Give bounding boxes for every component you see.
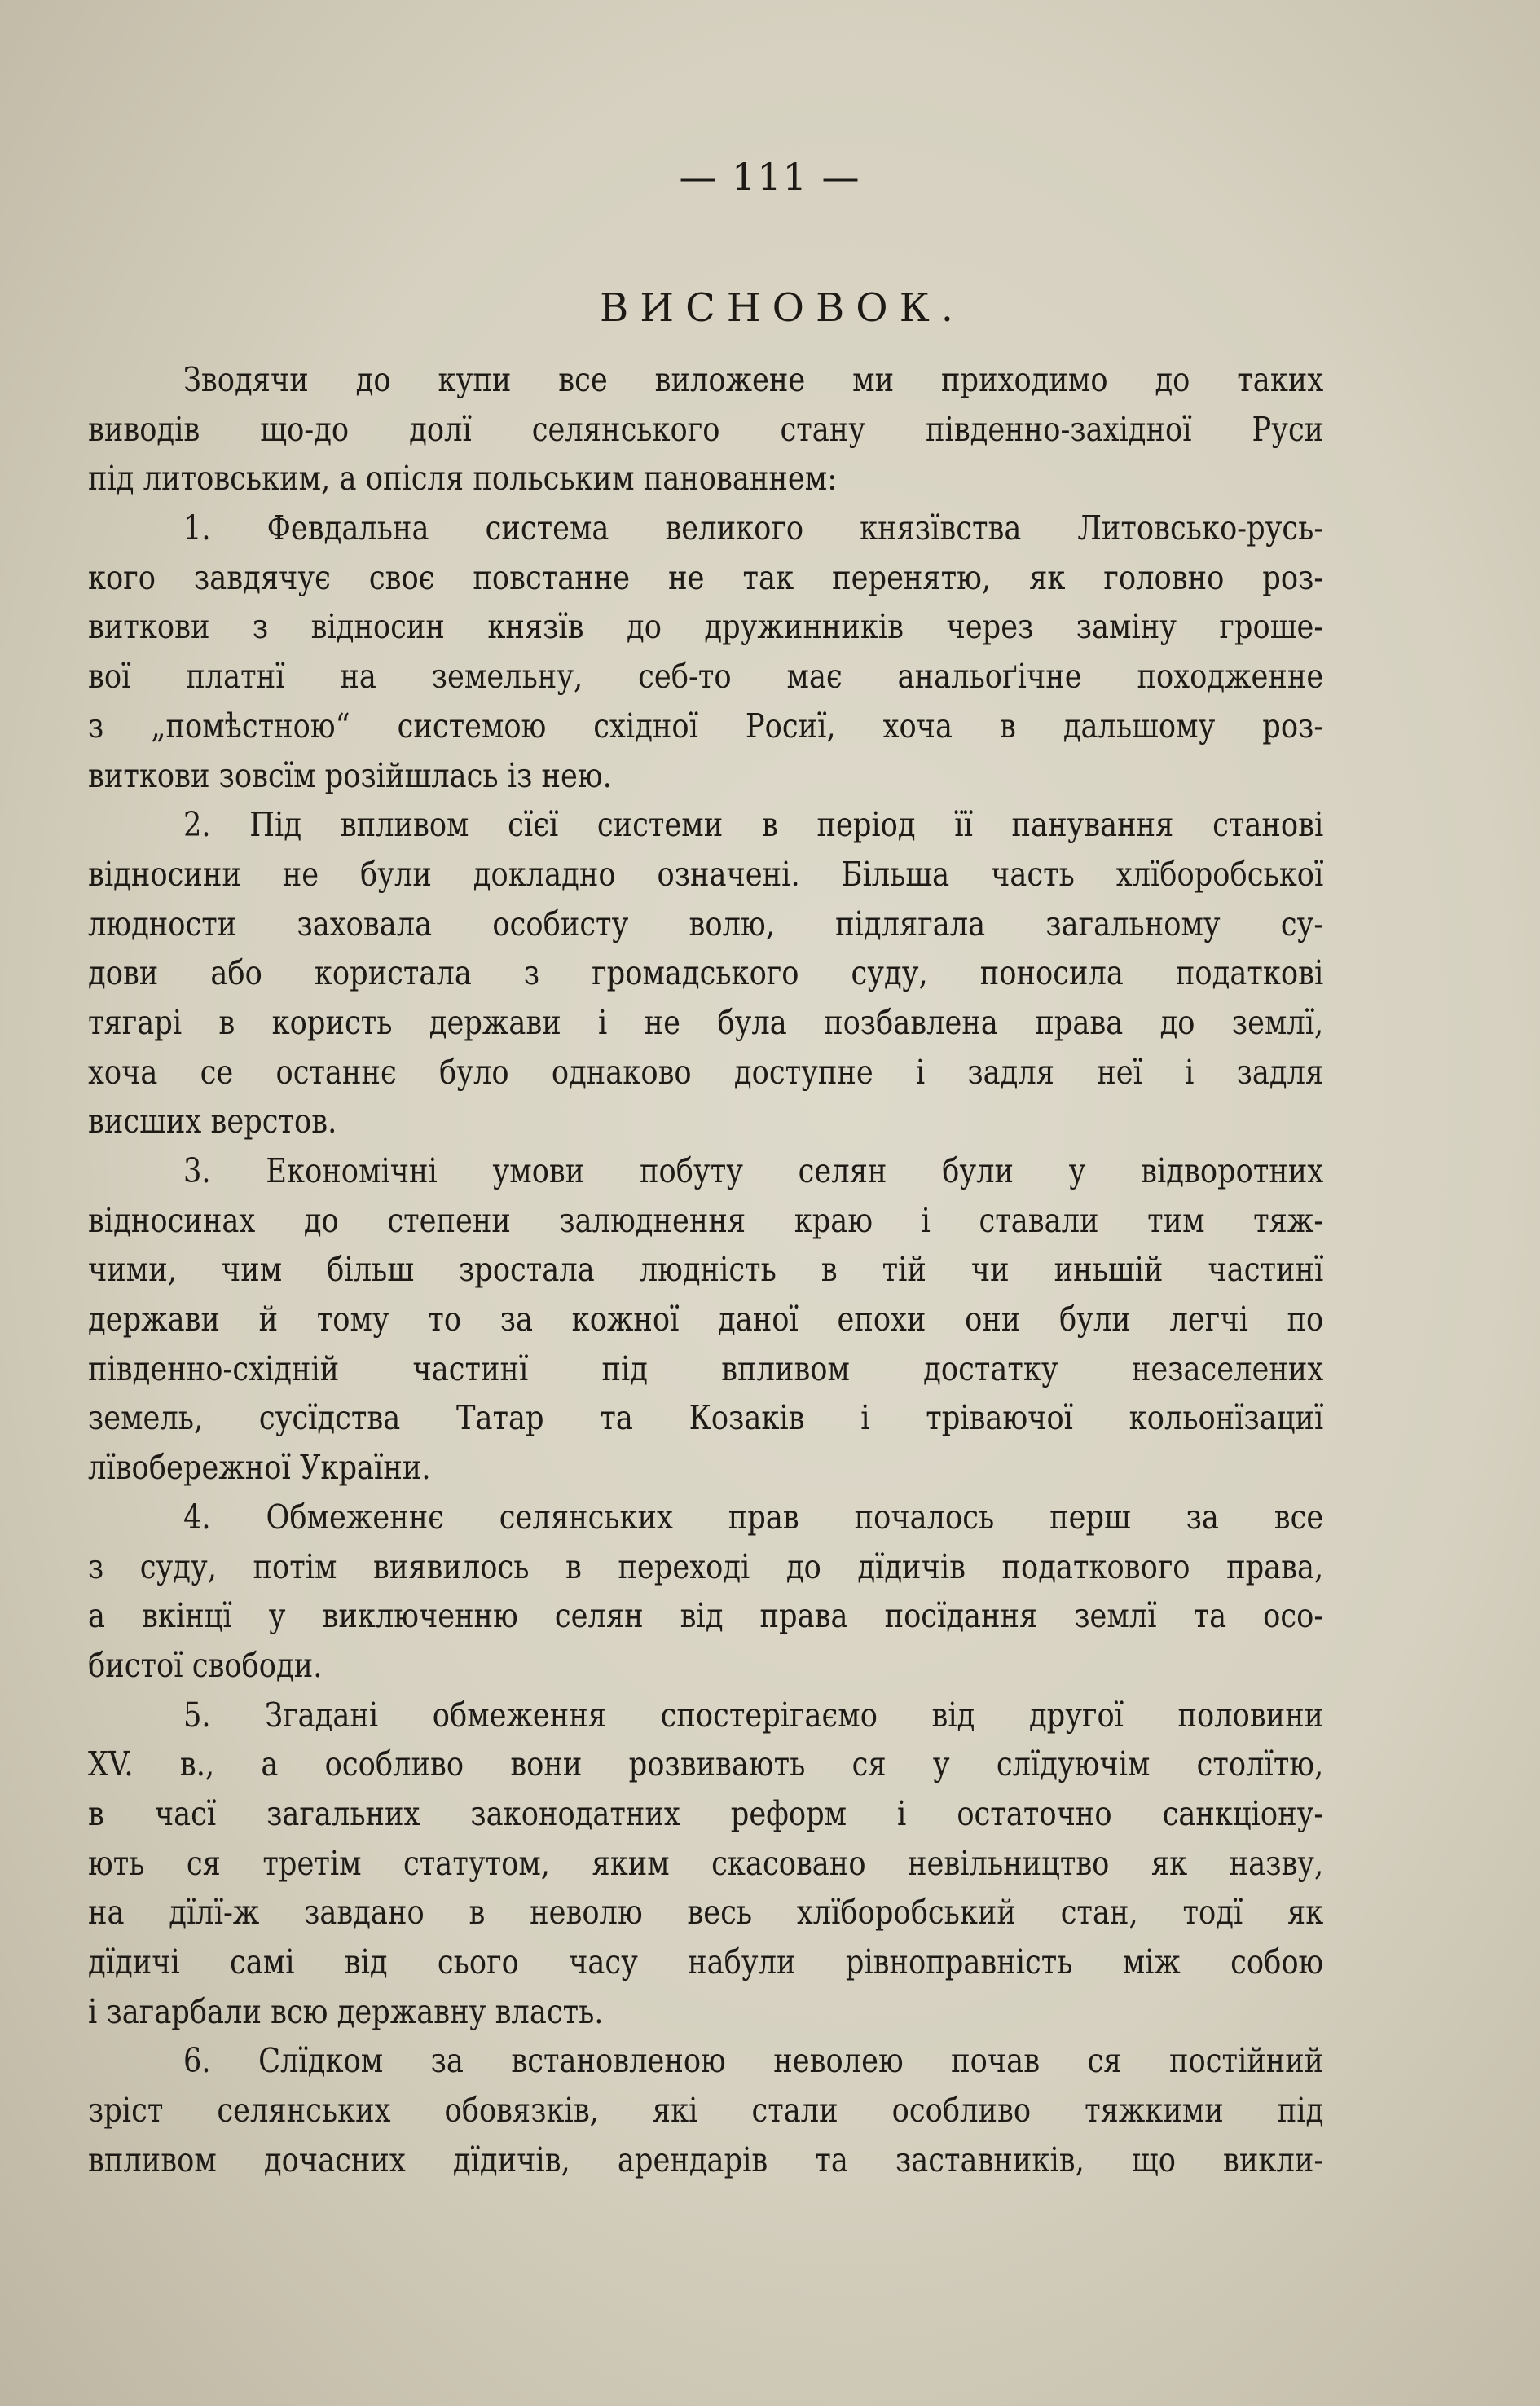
text-line: чими, чим більш зростала людність в тій чи иньшій частинї xyxy=(88,1250,1324,1290)
text-line: XV. в., а особливо вони розвивають ся у слїдуючім столїтю, xyxy=(88,1744,1324,1784)
text-line: і загарбали всю державну власть. xyxy=(88,1991,604,2031)
text-line: виткови з відносин князїв до дружинників через заміну гроше- xyxy=(88,607,1324,647)
text-line: з суду, потім виявилось в переході до дїдичів податкового права, xyxy=(88,1546,1324,1586)
text-line: південно-східній частинї під впливом достатку незаселених xyxy=(88,1348,1324,1388)
text-line: на дїлї-ж завдано в неволю весь хлїборобський стан, тодї як xyxy=(88,1893,1324,1933)
text-line: 6. Слїдком за встановленою неволею почав ся постійний xyxy=(183,2041,1324,2081)
text-line: з „помѣстною“ системою східної Росиї, хоча в дальшому роз- xyxy=(88,706,1324,746)
text-line: дови або користала з громадського суду, поносила податкові xyxy=(88,953,1324,993)
text-line: виводів що-до долї селянського стану південно-західної Руси xyxy=(88,409,1324,449)
text-line: бистої свободи. xyxy=(88,1645,323,1685)
text-line: а вкінцї у виключенню селян від права посїдання землї та осо- xyxy=(88,1596,1324,1636)
text-line: 2. Під впливом сїєї системи в період її панування станові xyxy=(183,805,1324,845)
paragraph xyxy=(88,800,1323,1146)
text-line: 4. Обмеженнє селянських прав почалось перш за все xyxy=(183,1497,1324,1537)
text-line: дїдичі самі від сього часу набули рівноправність між собою xyxy=(88,1942,1324,1982)
text-line: тягарі в користь держави і не була позбавлена права до землї, xyxy=(88,1002,1324,1042)
text-line: впливом дочасних дїдичів, арендарів та заставників, що викли- xyxy=(88,2140,1324,2179)
text-line: хоча се останнє було однаково доступне і задля неї і задля xyxy=(88,1052,1324,1092)
chapter-title: ВИСНОВОК. xyxy=(599,285,966,331)
body-text xyxy=(88,355,1323,2184)
text-line: лївобережної України. xyxy=(88,1448,431,1488)
text-line: відносинах до степени залюднення краю і ставали тим тяж- xyxy=(88,1200,1324,1240)
page-number: — 111 — xyxy=(679,155,861,199)
text-line: земель, сусїдства Татар та Козаків і тріваючої кольонїзациї xyxy=(88,1398,1324,1438)
text-line: висших верстов. xyxy=(88,1102,337,1141)
paragraph xyxy=(88,2036,1323,2184)
text-line: 5. Згадані обмеження спостерігаємо від другої половини xyxy=(183,1695,1324,1735)
paragraph xyxy=(88,355,1323,504)
paragraph xyxy=(88,1493,1323,1691)
text-line: вої платнї на земельну, себ-то має анальоґічне походженне xyxy=(88,657,1324,697)
text-line: ють ся третім статутом, яким скасовано невільництво як назву, xyxy=(88,1843,1324,1883)
text-line: Зводячи до купи все виложене ми приходимо до таких xyxy=(183,360,1324,399)
text-line: 3. Економічні умови побуту селян були у відворотних xyxy=(183,1151,1324,1190)
paragraph xyxy=(88,1146,1323,1493)
text-line: відносини не були докладно означені. Більша часть хлїборобської xyxy=(88,854,1324,894)
paragraph xyxy=(88,504,1323,800)
text-line: держави й тому то за кожної даної епохи они були легчі по xyxy=(88,1300,1324,1339)
text-line: зріст селянських обовязків, які стали особливо тяжкими під xyxy=(88,2091,1324,2131)
paragraph xyxy=(88,1691,1323,2037)
text-line: під литовським, а опісля польським панованнем: xyxy=(88,459,838,499)
text-line: кого завдячує своє повстанне не так перенятю, як головно роз- xyxy=(88,557,1324,597)
text-line: людности заховала особисту волю, підлягала загальному су- xyxy=(88,904,1324,943)
text-line: 1. Февдальна система великого князївства Литовсько-русь- xyxy=(183,508,1324,548)
text-line: виткови зовсїм розійшлась із нею. xyxy=(88,755,612,795)
text-line: в часї загальних законодатних реформ і остаточно санкціону- xyxy=(88,1793,1324,1833)
